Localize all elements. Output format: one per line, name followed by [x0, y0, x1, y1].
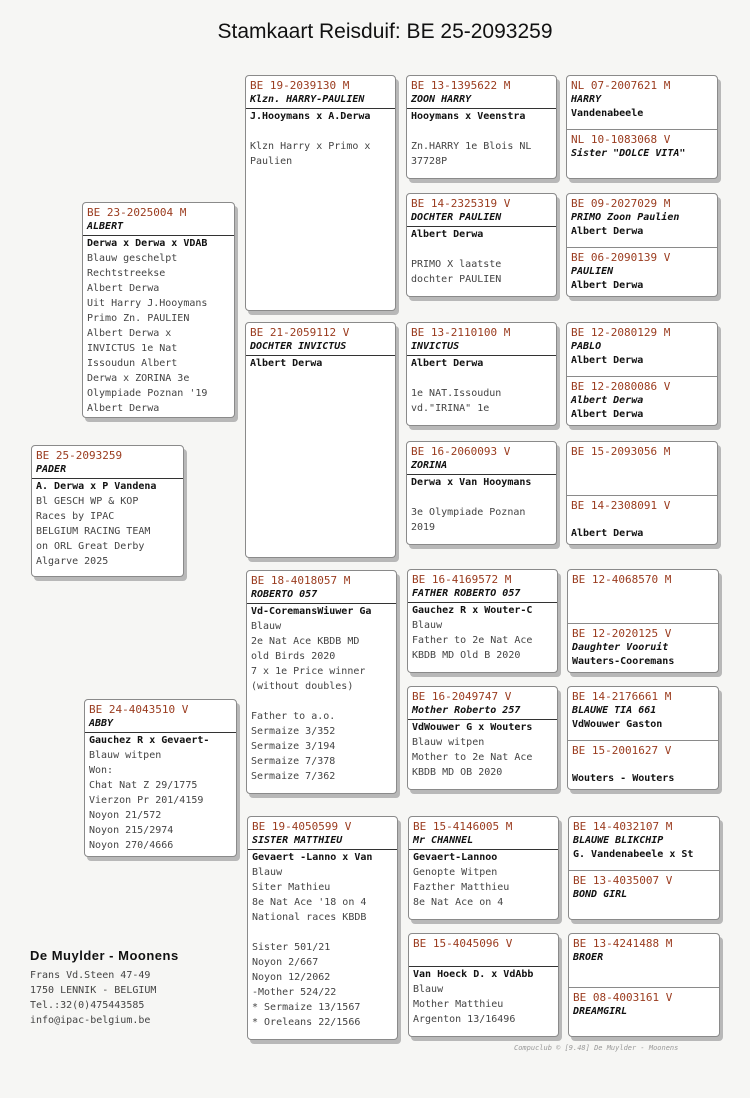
- pigeon-name: DOCHTER PAULIEN: [411, 212, 502, 223]
- info-line: Won:: [89, 765, 114, 776]
- pigeon-card-dam-dam: [247, 816, 398, 1040]
- ring-number: NL 10-1083068 V: [571, 133, 671, 146]
- owner: VdWouwer Gaston: [572, 719, 663, 730]
- owner: Albert Derwa: [411, 229, 484, 240]
- pigeon-card-dds: [408, 816, 559, 920]
- pigeon-name: ALBERT: [87, 221, 124, 232]
- ring-number: BE 14-4032107 M: [573, 820, 673, 833]
- pigeon-card-g3: [566, 322, 718, 426]
- divider: [247, 603, 396, 604]
- owner: [573, 902, 715, 916]
- owner: VdWouwer G x Wouters: [412, 722, 533, 733]
- info-line: Uit Harry J.Hooymans: [87, 298, 208, 309]
- info-line: Albert Derwa x: [87, 328, 172, 339]
- pigeon-card-sss: [406, 75, 557, 179]
- breeder-info: [30, 948, 179, 1028]
- ring-number: BE 08-4003161 V: [573, 991, 673, 1004]
- pigeon-name: PAULIEN: [571, 266, 614, 277]
- info-line: Noyon 12/2062: [252, 972, 331, 983]
- pigeon-card-sire-dam: [245, 322, 396, 558]
- owner: [573, 965, 715, 979]
- info-line: Algarve 2025: [36, 556, 109, 567]
- info-line: National races KBDB: [252, 912, 367, 923]
- info-line: Klzn Harry x Primo x: [250, 141, 371, 152]
- owner: [571, 473, 713, 487]
- ring-number: BE 21-2059112 V: [250, 326, 350, 339]
- pigeon-name: Sister "DOLCE VITA": [571, 148, 686, 159]
- info-line: Siter Mathieu: [252, 882, 331, 893]
- ring-number: NL 07-2007621 M: [571, 79, 671, 92]
- pigeon-card-sire-sire: [245, 75, 396, 311]
- ring-number: BE 12-2080086 V: [571, 380, 671, 393]
- pigeon-female: [567, 495, 717, 545]
- owner: Albert Derwa: [571, 409, 644, 420]
- pigeon-name: FATHER ROBERTO 057: [412, 588, 521, 599]
- ring-number: BE 15-2001627 V: [572, 744, 672, 757]
- owner: Derwa x Derwa x VDAB: [87, 238, 208, 249]
- info-line: Fazther Matthieu: [413, 882, 510, 893]
- info-line: Blauw: [252, 867, 283, 878]
- owner: A. Derwa x P Vandena: [36, 481, 157, 492]
- owner: Albert Derwa: [571, 528, 644, 539]
- info-line: 1e NAT.Issoudun: [411, 388, 502, 399]
- owner: Derwa x Van Hooymans: [411, 477, 532, 488]
- pigeon-card-ddd: [408, 933, 559, 1037]
- divider: [32, 478, 183, 479]
- info-line: dochter PAULIEN: [411, 274, 502, 285]
- info-line: Father to 2e Nat Ace: [412, 635, 533, 646]
- info-line: (without doubles): [251, 681, 354, 692]
- info-line: Noyon 215/2974: [89, 825, 174, 836]
- pigeon-name: PADER: [36, 464, 67, 475]
- ring-number: BE 13-2110100 M: [411, 326, 511, 339]
- ring-number: BE 25-2093259: [36, 449, 123, 462]
- owner: Albert Derwa: [571, 226, 644, 237]
- info-line: Races by IPAC: [36, 511, 115, 522]
- pigeon-name: Albert Derwa: [571, 395, 644, 406]
- owner: [572, 601, 714, 615]
- breeder-city: 1750 LENNIK - BELGIUM: [30, 985, 157, 996]
- info-line: 8e Nat Ace '18 on 4: [252, 897, 367, 908]
- pigeon-name: BLAUWE TIA 661: [572, 705, 657, 716]
- pigeon-card-g2: [566, 193, 718, 297]
- ring-number: BE 24-4043510 V: [89, 703, 189, 716]
- info-line: 2e Nat Ace KBDB MD: [251, 636, 360, 647]
- owner: G. Vandenabeele x St: [573, 849, 694, 860]
- owner: Albert Derwa: [571, 355, 644, 366]
- info-line: 7 x 1e Price winner: [251, 666, 366, 677]
- info-line: INVICTUS 1e Nat: [87, 343, 178, 354]
- info-line: Issoudun Albert: [87, 358, 178, 369]
- pigeon-name: PABLO: [571, 341, 602, 352]
- pigeon-card-sdd: [406, 441, 557, 545]
- info-line: [411, 371, 552, 386]
- pigeon-card-subject: [31, 445, 184, 577]
- page-title: Stamkaart Reisduif: BE 25-2093259: [217, 20, 553, 43]
- pigeon-name: Mr CHANNEL: [413, 835, 474, 846]
- info-line: Genopte Witpen: [413, 867, 498, 878]
- divider: [85, 732, 236, 733]
- divider: [408, 719, 557, 720]
- info-line: old Birds 2020: [251, 651, 336, 662]
- info-line: Blauw: [251, 621, 282, 632]
- divider: [246, 355, 395, 356]
- pigeon-female: [567, 376, 717, 426]
- owner: Gevaert-Lannoo: [413, 852, 498, 863]
- ring-number: BE 14-2176661 M: [572, 690, 672, 703]
- divider: [408, 602, 557, 603]
- info-line: Blauw geschelpt: [87, 253, 178, 264]
- info-line: Bl GESCH WP & KOP: [36, 496, 139, 507]
- pigeon-male: [571, 445, 713, 491]
- ring-number: BE 13-1395622 M: [411, 79, 511, 92]
- owner: Hooymans x Veenstra: [411, 111, 526, 122]
- pigeon-card-dam: [84, 699, 237, 857]
- breeder-email[interactable]: info@ipac-belgium.be: [30, 1015, 151, 1026]
- pigeon-name: ZORINA: [411, 460, 448, 471]
- ring-number: BE 13-4241488 M: [573, 937, 673, 950]
- ring-number: BE 06-2090139 V: [571, 251, 671, 264]
- owner: J.Hooymans x A.Derwa: [250, 111, 371, 122]
- info-line: Mother Matthieu: [413, 999, 504, 1010]
- info-line: 37728P: [411, 156, 448, 167]
- owner: Albert Derwa: [250, 358, 323, 369]
- info-line: KBDB MD Old B 2020: [412, 650, 521, 661]
- info-line: Sermaize 7/378: [251, 756, 336, 767]
- pigeon-card-sire: [82, 202, 235, 418]
- pigeon-name: INVICTUS: [411, 341, 460, 352]
- breeder-name: De Muylder - Moonens: [30, 948, 179, 963]
- owner: Vd-CoremansWiuwer Ga: [251, 606, 372, 617]
- info-line: vd."IRINA" 1e: [411, 403, 490, 414]
- pigeon-female: [568, 623, 718, 673]
- divider: [409, 966, 558, 967]
- info-line: Mother to 2e Nat Ace: [412, 752, 533, 763]
- info-line: Albert Derwa: [87, 403, 160, 414]
- pigeon-name: BLAUWE BLIKCHIP: [573, 835, 664, 846]
- ring-number: BE 15-2093056 M: [571, 445, 671, 458]
- info-line: Noyon 2/667: [252, 957, 319, 968]
- pigeon-card-g6: [567, 686, 719, 790]
- ring-number: BE 16-2060093 V: [411, 445, 511, 458]
- pigeon-male: [572, 573, 714, 619]
- info-line: 8e Nat Ace on 4: [413, 897, 504, 908]
- info-line: Paulien: [250, 156, 293, 167]
- pigeon-card-sds: [406, 322, 557, 426]
- pigeon-card-g1: [566, 75, 718, 179]
- pigeon-name: [571, 513, 713, 527]
- info-line: 3e Olympiade Poznan: [411, 507, 526, 518]
- info-line: Derwa x ZORINA 3e: [87, 373, 190, 384]
- divider: [83, 235, 234, 236]
- info-line: Sister 501/21: [252, 942, 331, 953]
- pigeon-male: [571, 79, 713, 125]
- info-line: 2019: [411, 522, 436, 533]
- ring-number: BE 14-2325319 V: [411, 197, 511, 210]
- info-line: Noyon 21/572: [89, 810, 162, 821]
- ring-number: BE 18-4018057 M: [251, 574, 351, 587]
- pigeon-name: [572, 758, 714, 772]
- pigeon-male: [572, 690, 714, 736]
- info-line: Albert Derwa: [87, 283, 160, 294]
- info-line: [250, 124, 391, 139]
- pigeon-name: [413, 951, 554, 965]
- info-line: Olympiade Poznan '19: [87, 388, 208, 399]
- info-line: Sermaize 3/352: [251, 726, 336, 737]
- pigeon-card-dss: [407, 569, 558, 673]
- divider: [407, 108, 556, 109]
- info-line: Zn.HARRY 1e Blois NL: [411, 141, 532, 152]
- pigeon-name: Daughter Vooruit: [572, 642, 669, 653]
- pigeon-female: [569, 987, 719, 1037]
- pigeon-name: [572, 587, 714, 601]
- pigeon-name: DREAMGIRL: [573, 1006, 628, 1017]
- pigeon-card-g7: [568, 816, 720, 920]
- info-line: * Oreleans 22/1566: [252, 1017, 361, 1028]
- owner: Albert Derwa: [571, 280, 644, 291]
- ring-number: BE 09-2027029 M: [571, 197, 671, 210]
- ring-number: BE 23-2025004 M: [87, 206, 187, 219]
- pigeon-female: [568, 740, 718, 790]
- pigeon-name: ZOON HARRY: [411, 94, 472, 105]
- info-line: on ORL Great Derby: [36, 541, 145, 552]
- pigeon-male: [571, 326, 713, 372]
- divider: [248, 849, 397, 850]
- pigeon-female: [567, 129, 717, 179]
- pigeon-male: [571, 197, 713, 243]
- owner: Gauchez R x Gevaert-: [89, 735, 210, 746]
- info-line: Blauw: [413, 984, 444, 995]
- footer-credit: Compuclub © [9.48] De Muylder - Moonens: [514, 1044, 679, 1052]
- pigeon-card-g8: [568, 933, 720, 1037]
- pigeon-female: [569, 870, 719, 920]
- info-line: -Mother 524/22: [252, 987, 337, 998]
- divider: [246, 108, 395, 109]
- owner: [571, 161, 713, 175]
- divider: [407, 226, 556, 227]
- info-line: BELGIUM RACING TEAM: [36, 526, 151, 537]
- info-line: [411, 124, 552, 139]
- divider: [407, 474, 556, 475]
- info-line: Rechtstreekse: [87, 268, 166, 279]
- info-line: Noyon 270/4666: [89, 840, 174, 851]
- pigeon-name: Klzn. HARRY-PAULIEN: [250, 94, 365, 105]
- info-line: [251, 694, 392, 709]
- divider: [407, 355, 556, 356]
- pigeon-name: BOND GIRL: [573, 889, 628, 900]
- ring-number: BE 14-2308091 V: [571, 499, 671, 512]
- owner: [573, 1019, 715, 1033]
- pigeon-card-g5: [567, 569, 719, 673]
- pigeon-card-dam-sire: [246, 570, 397, 794]
- pigeon-card-g4: [566, 441, 718, 545]
- owner: Gauchez R x Wouter-C: [412, 605, 533, 616]
- ring-number: BE 19-2039130 M: [250, 79, 350, 92]
- ring-number: BE 12-2080129 M: [571, 326, 671, 339]
- divider: [409, 849, 558, 850]
- info-line: Sermaize 7/362: [251, 771, 336, 782]
- owner: Wauters-Cooremans: [572, 656, 675, 667]
- ring-number: BE 12-2020125 V: [572, 627, 672, 640]
- info-line: Blauw witpen: [89, 750, 162, 761]
- pigeon-name: BROER: [573, 952, 604, 963]
- info-line: * Sermaize 13/1567: [252, 1002, 361, 1013]
- pigeon-male: [573, 820, 715, 866]
- info-line: Vierzon Pr 201/4159: [89, 795, 204, 806]
- pigeon-name: Mother Roberto 257: [412, 705, 521, 716]
- pigeon-name: [571, 459, 713, 473]
- info-line: [411, 242, 552, 257]
- info-line: Sermaize 3/194: [251, 741, 336, 752]
- pigeon-card-dsd: [407, 686, 558, 790]
- pigeon-name: HARRY: [571, 94, 602, 105]
- info-line: [252, 925, 393, 940]
- info-line: KBDB MD OB 2020: [412, 767, 503, 778]
- owner: Albert Derwa: [411, 358, 484, 369]
- info-line: Primo Zn. PAULIEN: [87, 313, 190, 324]
- ring-number: BE 15-4045096 V: [413, 937, 513, 950]
- owner: Gevaert -Lanno x Van: [252, 852, 373, 863]
- owner: Van Hoeck D. x VdAbb: [413, 969, 534, 980]
- pigeon-female: [567, 247, 717, 297]
- info-line: [411, 490, 552, 505]
- pigeon-male: [573, 937, 715, 983]
- info-line: Father to a.o.: [251, 711, 336, 722]
- ring-number: BE 15-4146005 M: [413, 820, 513, 833]
- pigeon-card-ssd: [406, 193, 557, 297]
- ring-number: BE 12-4068570 M: [572, 573, 672, 586]
- pigeon-name: DOCHTER INVICTUS: [250, 341, 347, 352]
- breeder-phone: Tel.:32(0)475443585: [30, 1000, 145, 1011]
- pigeon-name: SISTER MATTHIEU: [252, 835, 343, 846]
- owner: Vandenabeele: [571, 108, 644, 119]
- ring-number: BE 13-4035007 V: [573, 874, 673, 887]
- owner: Wouters - Wouters: [572, 773, 675, 784]
- pigeon-name: PRIMO Zoon Paulien: [571, 212, 680, 223]
- pigeon-name: ROBERTO 057: [251, 589, 318, 600]
- ring-number: BE 19-4050599 V: [252, 820, 352, 833]
- ring-number: BE 16-2049747 V: [412, 690, 512, 703]
- info-line: Argenton 13/16496: [413, 1014, 516, 1025]
- ring-number: BE 16-4169572 M: [412, 573, 512, 586]
- info-line: Blauw: [412, 620, 443, 631]
- info-line: Chat Nat Z 29/1775: [89, 780, 198, 791]
- info-line: Blauw witpen: [412, 737, 485, 748]
- pigeon-name: ABBY: [89, 718, 114, 729]
- info-line: PRIMO X laatste: [411, 259, 502, 270]
- breeder-address: Frans Vd.Steen 47-49: [30, 970, 151, 981]
